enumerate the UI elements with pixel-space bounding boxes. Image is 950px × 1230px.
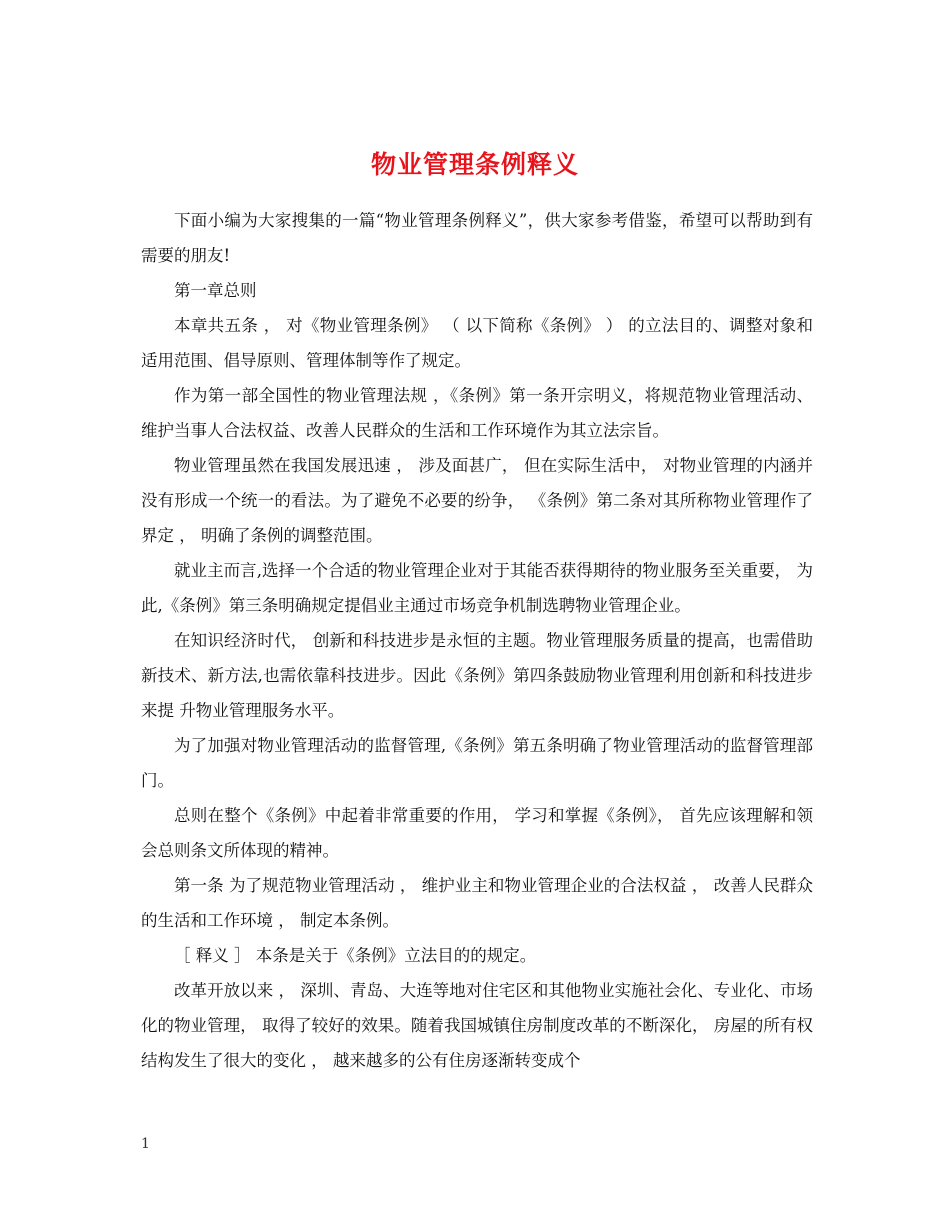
paragraph: 在知识经济时代， 创新和科技进步是永恒的主题。物业管理服务质量的提高，也需借助新技术、新方法,也需依靠科技进步。因此《条例》第四条鼓励物业管理利用创新和科技进步来提 升物业管理服务水平。 [141,631,813,720]
paragraph: 为了加强对物业管理活动的监督管理,《条例》第五条明确了物业管理活动的监督管理部门。 [141,736,813,790]
paragraph-interpretation: ［ 释义 ］ 本条是关于《条例》立法目的的规定。 [174,946,537,965]
paragraph: 总则在整个《条例》中起着非常重要的作用， 学习和掌握《条例》， 首先应该理解和领会总则条文所体现的精神。 [141,806,813,860]
paragraph: 物业管理虽然在我国发展迅速 ， 涉及面甚广， 但在实际生活中， 对物业管理的内涵并没有形成一个统一的看法。为了避免不必要的纷争， 《条例》第二条对其所称物业管理作了界定 ， 明确了条例的调整范围。 [141,456,813,545]
paragraph: 就业主而言,选择一个合适的物业管理企业对于其能否获得期待的物业服务至关重要， 为此,《条例》第三条明确规定提倡业主通过市场竞争机制选聘物业管理企业。 [141,561,813,615]
page-number: 1 [141,1136,150,1152]
paragraph-chapter-heading: 第一章总则 [174,281,257,300]
paragraph: 改革开放以来 ， 深圳、青岛、大连等地对住宅区和其他物业实施社会化、专业化、市场化的物业管理， 取得了较好的效果。随着我国城镇住房制度改革的不断深化， 房屋的所有权结构发生了很大的变化 ， 越来越多的公有住房逐渐转变成个 [141,981,813,1070]
paragraph-article-one: 第一条 为了规范物业管理活动 ， 维护业主和物业管理企业的合法权益 ， 改善人民群众的生活和工作环境 ， 制定本条例。 [141,876,813,930]
paragraph: 作为第一部全国性的物业管理法规 ，《条例》第一条开宗明义，将规范物业管理活动、维护当事人合法权益、改善人民群众的生活和工作环境作为其立法宗旨。 [141,386,813,440]
document-body [141,203,813,1078]
document-title: 物业管理条例释义 [370,149,579,179]
paragraph-intro: 下面小编为大家搜集的一篇“物业管理条例释义”，供大家参考借鉴，希望可以帮助到有需要的朋友! [141,211,813,265]
paragraph: 本章共五条 ， 对《物业管理条例》 （ 以下简称《条例》 ） 的立法目的、调整对象和适用范围、倡导原则、管理体制等作了规定。 [141,316,813,370]
